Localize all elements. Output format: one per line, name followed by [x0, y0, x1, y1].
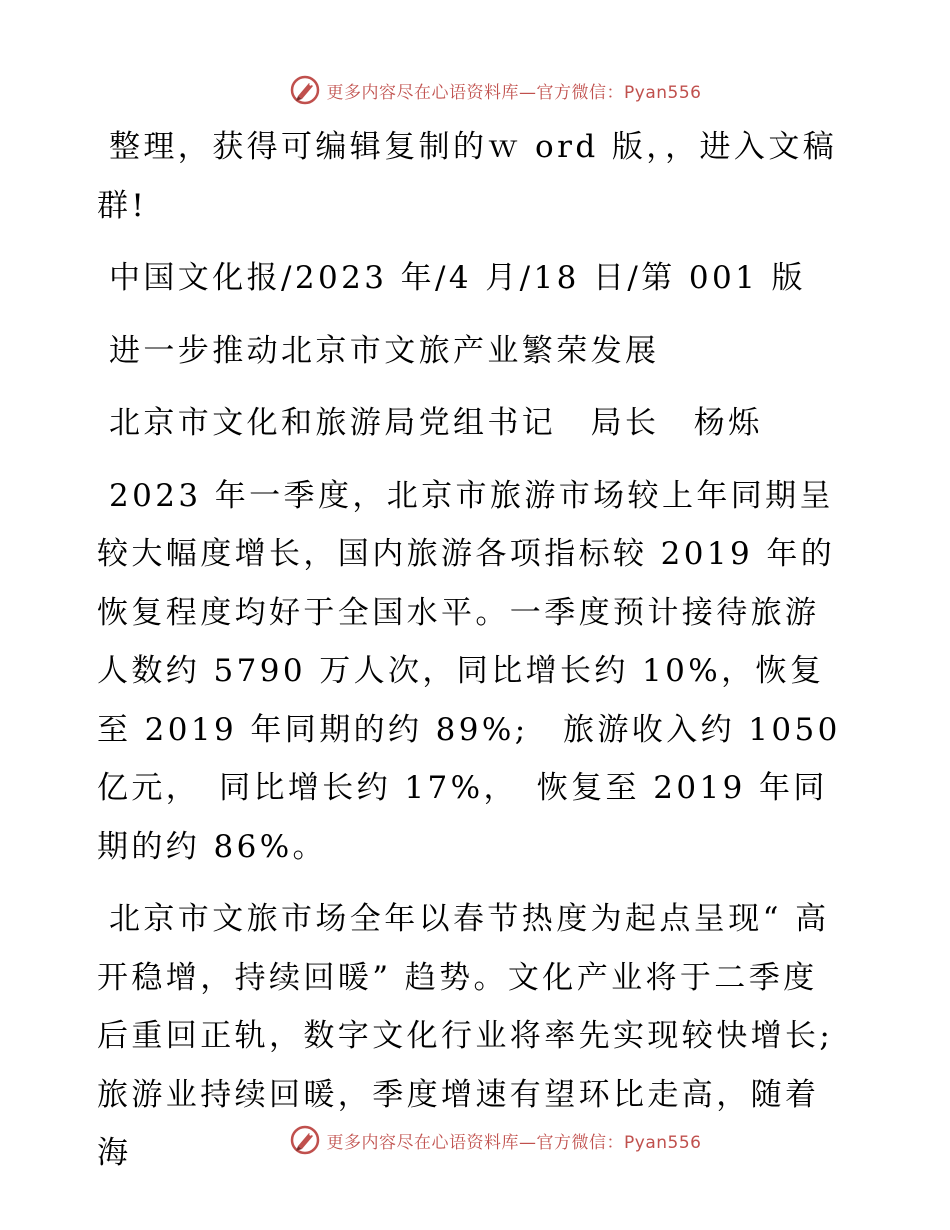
paragraph-2: 北京市文旅市场全年以春节热度为起点呈现“ 高开稳增，持续回暖” 趋势。文化产业将于二季度后重回正轨，数字文化行业将率先实现较快增长;旅游业持续回暖，季度增速有望环比走高，随着海 [97, 901, 834, 1171]
watermark-handle: Pyan556 [624, 1132, 702, 1153]
source-line: 中国文化报/2023 年/4 月/18 日/第 001 版 [109, 260, 806, 296]
watermark-label: 更多内容尽在心语资料库—官方微信： [326, 82, 625, 103]
watermark-label: 更多内容尽在心语资料库—官方微信： [326, 1132, 625, 1153]
watermark-text [327, 78, 702, 103]
watermark-text [327, 1128, 702, 1153]
paragraph-1: 2023 年一季度，北京市旅游市场较上年同期呈较大幅度增长，国内旅游各项指标较 2019 年的恢复程度均好于全国水平。一季度预计接待旅游人数约 5790 万人次，同比增长约 10%，恢复至 2019 年同期的约 89%; 旅游收入约 1050 亿元， 同比增长约 17%， 恢复至 2019 年同期的约 86%。 [97, 477, 841, 865]
watermark-banner-top [0, 70, 950, 110]
intro-line: 整理，获得可编辑复制的ｗ ord 版，，进入文稿群! [97, 129, 838, 224]
watermark-banner-bottom [0, 1120, 950, 1160]
watermark-content [249, 74, 702, 106]
document-body [97, 118, 849, 1183]
watermark-content [249, 1124, 702, 1156]
headline: 进一步推动北京市文旅产业繁荣发展 [109, 332, 660, 369]
byline: 北京市文化和旅游局党组书记 局长 杨烁 [109, 405, 763, 441]
watermark-handle: Pyan556 [624, 82, 702, 103]
pen-circle-logo-icon [289, 74, 321, 106]
pen-circle-logo-icon [289, 1124, 321, 1156]
